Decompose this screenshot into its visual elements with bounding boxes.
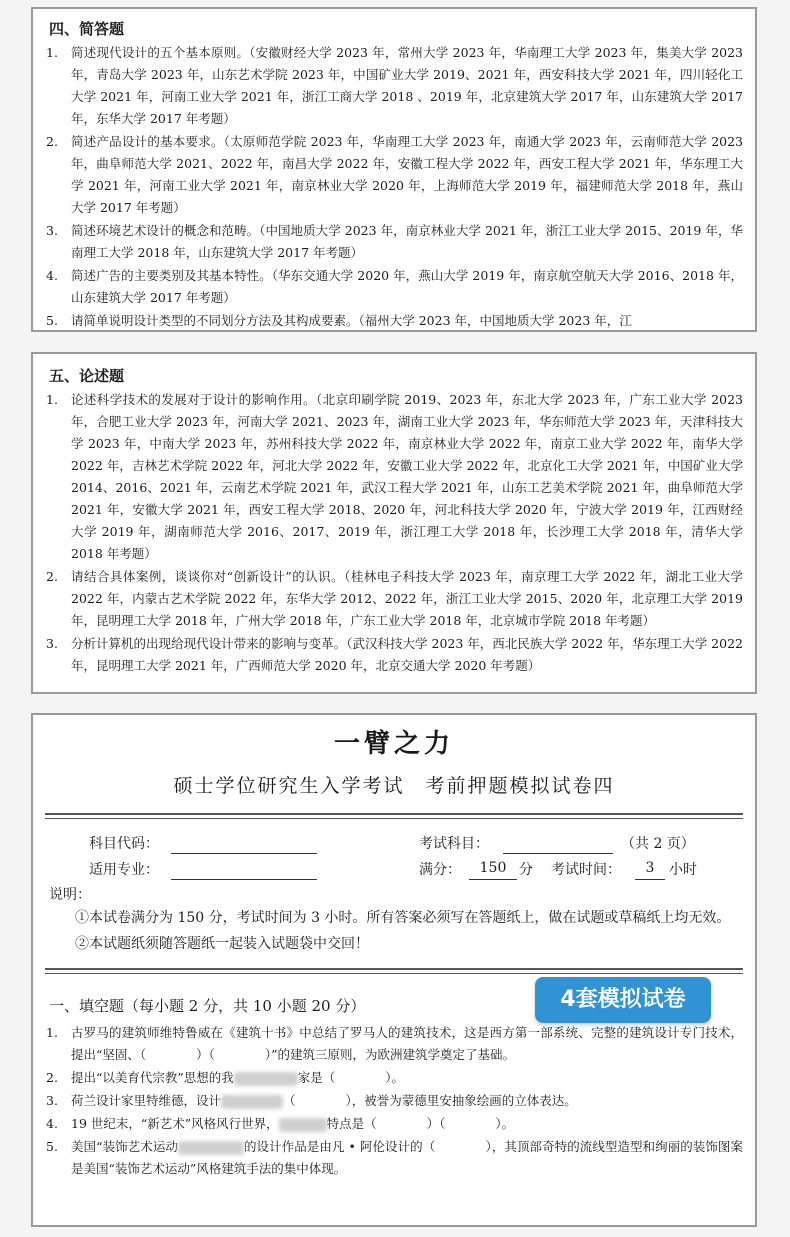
question-text: 请结合具体案例，谈谈你对“创新设计”的认识。（桂林电子科技大学 2023 年，南京理工大学 2022 年，湖北工业大学 2022 年，内蒙古艺术学院 2022 年，东华大学 2012、2022 年，浙江工业大学 2015、2020 年，北京理工大学 2019 年，昆明理工大学 2018 年，广州大学 2018 年，广东工业大学 2018 年，北京城市学院 2018 年考题）: [71, 569, 743, 628]
question-item: [33, 566, 755, 632]
subject-code-blank: [171, 835, 317, 854]
question-item: [33, 1136, 755, 1180]
question-text: 请简单说明设计类型的不同划分方法及其构成要素。（福州大学 2023 年，中国地质大学 2023 年，江: [71, 313, 632, 328]
section-title: 四、简答题: [49, 20, 125, 38]
question-text: 简述现代设计的五个基本原则。（安徽财经大学 2023 年，常州大学 2023 年，华南理工大学 2023 年，集美大学 2023 年，青岛大学 2023 年，山东艺术学院 2023 年，中国矿业大学 2019、2021 年，西安科技大学 2021 年，四川轻化工大学 2021 年，河南工业大学 2021 年，浙江工商大学 2018 、2019 年，北京建筑大学 2017 年，山东建筑大学 2017 年，东华大学 2017 年考题）: [71, 45, 743, 126]
question-item: [33, 633, 755, 677]
question-number: 3.: [46, 1093, 58, 1108]
score-label: 满分：: [419, 862, 461, 878]
score-unit: 分: [519, 862, 533, 878]
question-item: [33, 42, 755, 130]
subject-code-label: 科目代码：: [89, 836, 159, 852]
question-number: 4.: [46, 1116, 58, 1131]
redacted-text: [178, 1141, 244, 1155]
question-text: 的设计作品是由凡 • 阿伦设计的（ ），其顶部奇特的流线型造型和绚丽的装饰图案是美国“装饰艺术运动”风格建筑手法的集中体现。: [71, 1139, 743, 1176]
question-text: （ ），被誉为蒙德里安抽象绘画的立体表达。: [283, 1093, 577, 1108]
essay-panel: [31, 352, 757, 694]
question-number: 5.: [46, 1139, 58, 1154]
question-text: 简述广告的主要类别及其基本特性。（华东交通大学 2020 年，燕山大学 2019 年，南京航空航天大学 2016、2018 年，山东建筑大学 2017 年考题）: [71, 268, 743, 305]
mock-paper-badge: 4套模拟试卷: [535, 977, 711, 1023]
redacted-text: [279, 1118, 327, 1132]
question-item: [33, 1022, 755, 1066]
divider: [45, 813, 743, 819]
question-item: [33, 220, 755, 264]
question-text: 提出“以美育代宗教”思想的我: [71, 1070, 234, 1085]
note-text: ①本试卷满分为 150 分，考试时间为 3 小时。所有答案必须写在答题纸上，做在试题或草稿纸上均无效。: [75, 910, 731, 926]
question-item: [33, 1113, 755, 1135]
exam-paper-panel: [31, 713, 757, 1227]
section-title: 一、填空题（每小题 2 分，共 10 小题 20 分）: [49, 997, 366, 1015]
question-number: 4.: [46, 268, 58, 283]
question-item: [33, 1090, 755, 1112]
question-item: [33, 1067, 755, 1089]
question-number: 1.: [46, 1025, 58, 1040]
score-value: 150: [469, 857, 517, 880]
question-text: 荷兰设计家里特维德，设计: [71, 1093, 222, 1108]
time-unit: 小时: [669, 862, 697, 878]
question-number: 2.: [46, 1070, 58, 1085]
exam-title: 硕士学位研究生入学考试 考前押题模拟试卷四: [173, 775, 615, 797]
question-item: [33, 310, 755, 332]
exam-info-row: [33, 857, 755, 883]
question-list: [33, 389, 755, 677]
exam-info-row: [33, 831, 755, 857]
question-number: 1.: [46, 392, 58, 407]
question-text: 美国“装饰艺术运动: [71, 1139, 178, 1154]
question-item: [33, 389, 755, 565]
redacted-text: [221, 1095, 283, 1109]
question-text: 论述科学技术的发展对于设计的影响作用。（北京印刷学院 2019、2023 年，东北大学 2023 年，广东工业大学 2023 年，合肥工业大学 2023 年，河南大学 2021、2023 年，湖南工业大学 2023 年，华东师范大学 2023 年，天津科技大学 2023 年，中南大学 2023 年，苏州科技大学 2022 年，南京林业大学 2022 年，南京工业大学 2022 年，南华大学 2022 年，吉林艺术学院 2022 年，河北大学 2022 年，安徽工业大学 2022 年，北京化工大学 2021 年，中国矿业大学 2014、2016、2021 年，云南艺术学院 2021 年，武汉工程大学 2021 年，山东工艺美术学院 2021 年，曲阜师范大学 2021 年，安徽大学 2021 年，西安工程大学 2018、2020 年，河北科技大学 2020 年，宁波大学 2019 年，江西财经大学 2019 年，湖南师范大学 2016、2017、2019 年，浙江理工大学 2018 年，长沙理工大学 2018 年，清华大学 2018 年考题）: [71, 392, 743, 561]
redacted-text: [234, 1072, 298, 1086]
question-text: 简述产品设计的基本要求。（太原师范学院 2023 年，华南理工大学 2023 年，南通大学 2023 年，云南师范大学 2023 年，曲阜师范大学 2021、2022 年，南昌大学 2022 年，安徽工程大学 2022 年，西安工程大学 2021 年，华东理工大学 2021 年，河南工业大学 2021 年，南京林业大学 2020 年，上海师范大学 2019 年，福建师范大学 2018 年，燕山大学 2017 年考题）: [71, 134, 743, 215]
question-item: [33, 265, 755, 309]
question-number: 2.: [46, 569, 58, 584]
time-value: 3: [635, 857, 665, 880]
question-number: 5.: [46, 313, 58, 328]
question-text: 分析计算机的出现给现代设计带来的影响与变革。（武汉科技大学 2023 年，西北民族大学 2022 年，华东理工大学 2022 年，昆明理工大学 2021 年，广西师范大学 2020 年，北京交通大学 2020 年考题）: [71, 636, 743, 673]
short-answer-panel: [31, 7, 757, 332]
question-number: 3.: [46, 223, 58, 238]
question-text: 家是（ ）。: [297, 1070, 405, 1085]
question-text: 简述环境艺术设计的概念和范畴。（中国地质大学 2023 年，南京林业大学 2021 年，浙江工业大学 2015、2019 年，华南理工大学 2018 年，山东建筑大学 2017 年考题）: [71, 223, 743, 260]
question-number: 3.: [46, 636, 58, 651]
section-title: 五、论述题: [49, 367, 125, 385]
major-label: 适用专业：: [89, 862, 159, 878]
major-blank: [171, 861, 317, 880]
brand-logo: 一臂之力: [333, 729, 454, 759]
note-label: 说明：: [49, 887, 91, 903]
question-text: 19 世纪末，“新艺术”风格风行世界，: [71, 1116, 279, 1131]
question-number: 1.: [46, 45, 58, 60]
question-text: 特点是（ ）（ ）。: [326, 1116, 515, 1131]
question-list: [33, 42, 755, 332]
question-number: 2.: [46, 134, 58, 149]
subject-blank: [503, 835, 613, 854]
time-label: 考试时间：: [551, 862, 621, 878]
page-count: （共 2 页）: [621, 836, 695, 852]
question-list: [33, 1022, 755, 1180]
question-item: [33, 131, 755, 219]
question-text: 古罗马的建筑师维特鲁威在《建筑十书》中总结了罗马人的建筑技术，这是西方第一部系统、完整的建筑设计专门技术，提出“坚固、（ ）（ ）”的建筑三原则，为欧洲建筑学奠定了基础。: [71, 1025, 743, 1062]
subject-label: 考试科目：: [419, 836, 489, 852]
note-text: ②本试题纸须随答题纸一起装入试题袋中交回！: [75, 936, 369, 952]
